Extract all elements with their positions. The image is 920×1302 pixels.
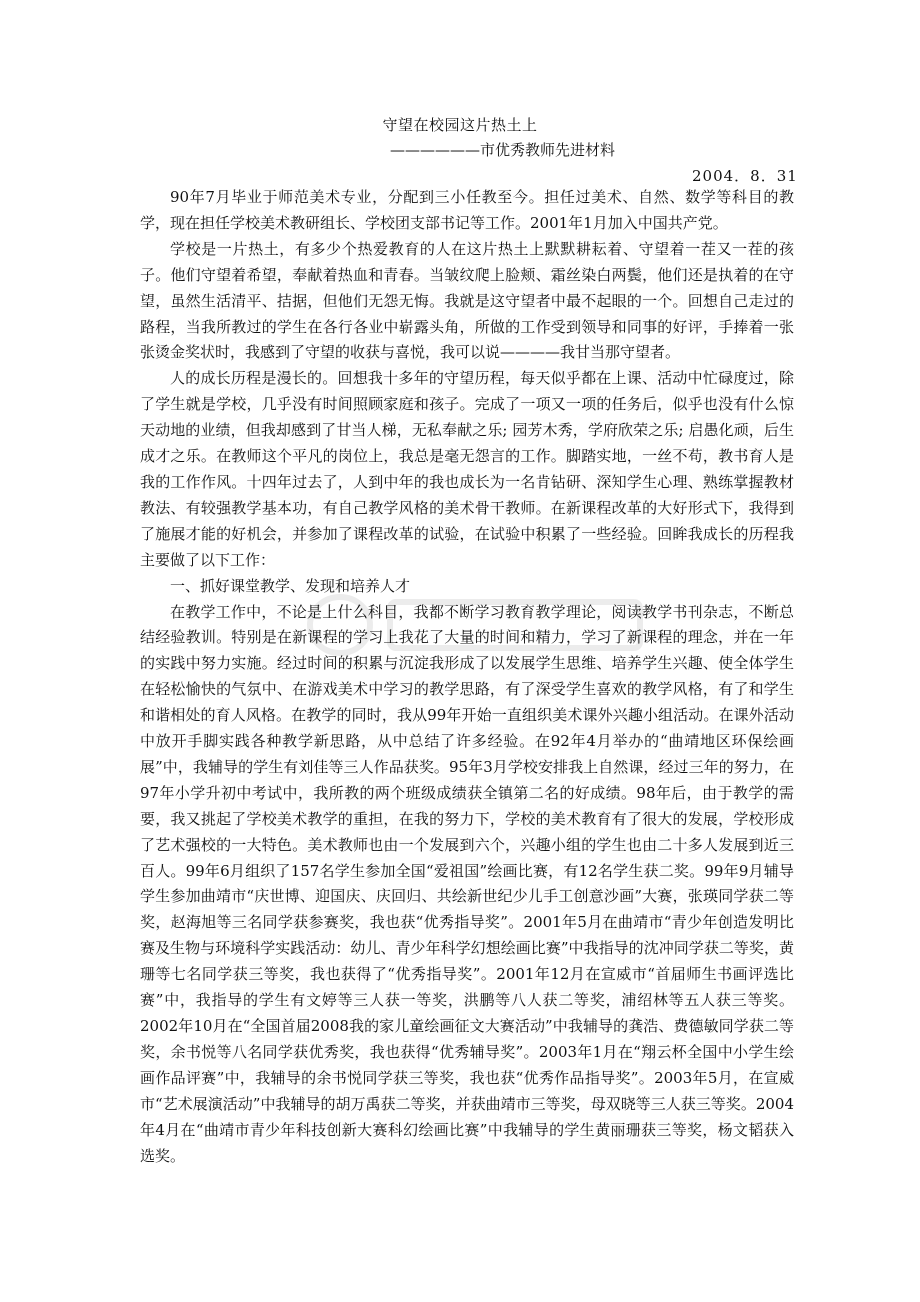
document-title: 守望在校园这片热土上 (382, 116, 538, 134)
document-body (140, 185, 794, 1169)
paragraph-growth: 人的成长历程是漫长的。回想我十多年的守望历程，每天似乎都在上课、活动中忙碌度过，除了学生就是学校，几乎没有时间照顾家庭和孩子。完成了一项又一项的任务后，似乎也没有什么惊天动地的业绩，但我却感到了甘当人梯，无私奉献之乐; 园芳木秀，学府欣荣之乐; 启愚化顽，后生成才之乐。在教师这个平凡的岗位上，我总是毫无怨言的工作。脚踏实地，一丝不苟，教书育人是我的工作作风。十四年过去了，人到中年的我也成长为一名肯钻研、深知学生心理、熟练掌握教材教法、有较强教学基本功，有自己教学风格的美术骨干教师。在新课程改革的大好形式下，我得到了施展才能的好机会，并参加了课程改革的试验，在试验中积累了一些经验。回眸我成长的历程我主要做了以下工作： (140, 369, 794, 569)
paragraph-teaching: 在教学工作中，不论是上什么科目，我都不断学习教育教学理论，阅读教学书刊杂志，不断总结经验教训。特别是在新课程的学习上我花了大量的时间和精力，学习了新课程的理念，并在一年的实践中努力实施。经过时间的积累与沉淀我形成了以发展学生思维、培养学生兴趣、使全体学生在轻松愉快的气氛中、在游戏美术中学习的教学思路，有了深受学生喜欢的教学风格，有了和学生和谐相处的育人风格。在教学的同时，我从99年开始一直组织美术课外兴趣小组活动。在课外活动中放开手脚实践各种教学新思路，从中总结了许多经验。在92年4月举办的“曲靖地区环保绘画展”中，我辅导的学生有刘佳等三人作品获奖。95年3月学校安排我上自然课，经过三年的努力，在97年小学升初中考试中，我所教的两个班级成绩获全镇第二名的好成绩。98年后，由于教学的需要，我又挑起了学校美术教学的重担，在我的努力下，学校的美术教育有了很大的发展，学校形成了艺术强校的一大特色。美术教师也由一个发展到六个，兴趣小组的学生也由二十多人发展到近三百人。99年6月组织了157名学生参加全国“爱祖国”绘画比赛，有12名学生获二奖。99年9月辅导学生参加曲靖市“庆世博、迎国庆、庆回归、共绘新世纪少儿手工创意沙画”大赛，张瑛同学获二等奖，赵海旭等三名同学获参赛奖，我也获“优秀指导奖”。2001年5月在曲靖市“青少年创造发明比赛及生物与环境科学实践活动：幼儿、青少年科学幻想绘画比赛”中我指导的沈冲同学获二等奖，黄珊等七名同学获三等奖，我也获得了“优秀指导奖”。2001年12月在宣威市“首届师生书画评选比赛”中，我指导的学生有文婷等三人获一等奖，洪鹏等八人获二等奖，浦绍林等五人获三等奖。2002年10月在“全国首届2008我的家儿童绘画征文大赛活动”中我辅导的龚浩、费德敏同学获二等奖，余书悦等八名同学获优秀奖，我也获得“优秀辅导奖”。2003年1月在“翔云杯全国中小学生绘画作品评赛”中，我辅导的余书悦同学获三等奖，我也获“优秀作品指导奖”。2003年5月，在宣威市“艺术展演活动”中我辅导的胡万禹获二等奖，并获曲靖市三等奖，母双晓等三人获三等奖。2004年4月在“曲靖市青少年科技创新大赛科幻绘画比赛”中我辅导的学生黄丽珊获三等奖，杨文韬获入选奖。 (140, 602, 794, 1165)
section-heading: 一、抓好课堂教学、发现和培养人才 (170, 576, 411, 595)
paragraph-intro: 90年7月毕业于师范美术专业，分配到三小任教至今。担任过美术、自然、数学等科目的教学，现在担任学校美术教研组长、学校团支部书记等工作。2001年1月加入中国共产党。 (140, 188, 794, 232)
paragraph-watcher: 学校是一片热土，有多少个热爱教育的人在这片热土上默默耕耘着、守望着一茬又一茬的孩子。他们守望着希望，奉献着热血和青春。当皱纹爬上脸颊、霜丝染白两鬓，他们还是执着的在守望，虽然生活清平、拮据，但他们无怨无悔。我就是这守望者中最不起眼的一个。回想自己走过的路程，当我所教过的学生在各行各业中崭露头角，所做的工作受到领导和同事的好评，手捧着一张张烫金奖状时，我感到了守望的收获与喜悦，我可以说————我甘当那守望者。 (140, 239, 794, 362)
document-subtitle: ——————市优秀教师先进材料 (390, 141, 616, 159)
document-date: 2004．8．31 (692, 167, 798, 185)
